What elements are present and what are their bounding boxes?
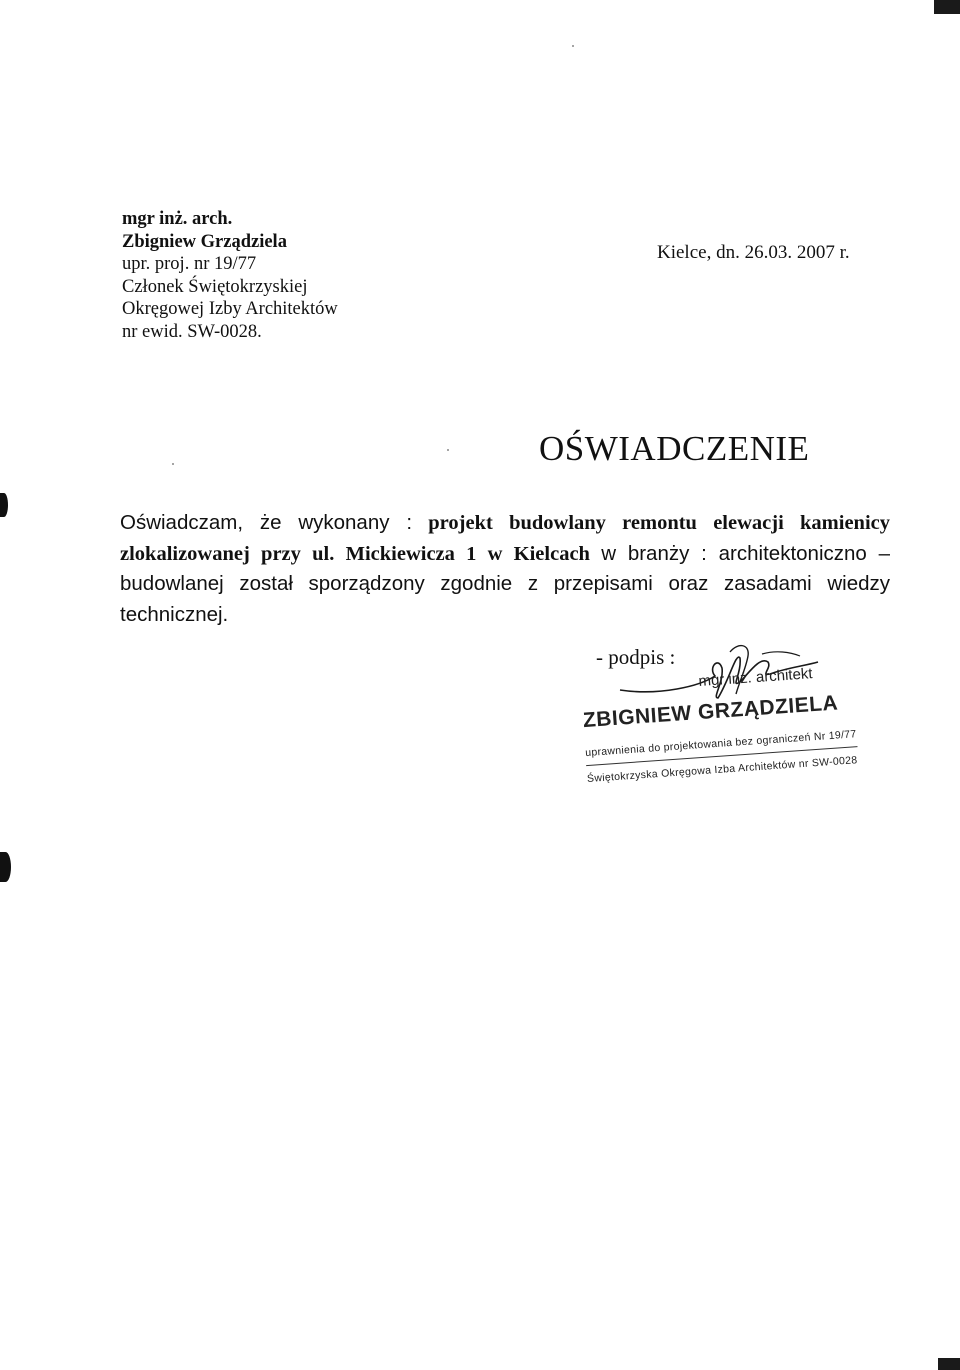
document-title: OŚWIADCZENIE bbox=[539, 429, 810, 468]
scan-speck bbox=[172, 463, 174, 465]
scan-edge-mark bbox=[934, 0, 960, 14]
sender-membership: Członek Świętokrzyskiej bbox=[122, 276, 308, 297]
punch-hole-mark bbox=[0, 493, 8, 517]
sender-title: mgr inż. arch. bbox=[122, 209, 233, 229]
sender-license: upr. proj. nr 19/77 bbox=[122, 254, 257, 274]
sender-registry: nr ewid. SW-0028. bbox=[122, 321, 262, 342]
statement-body bbox=[120, 508, 890, 630]
stamp-name: ZBIGNIEW GRZĄDZIELA bbox=[582, 691, 839, 733]
scan-edge-mark bbox=[938, 1358, 960, 1370]
statement-rest: w branży : architektoniczno – budowlanej został sporządzony zgodnie z przepisami oraz zasadami wiedzy technicznej. bbox=[120, 541, 891, 626]
scan-speck bbox=[572, 45, 574, 47]
signature-block bbox=[560, 638, 860, 808]
stamp-license: uprawnienia do projektowania bez ograniczeń Nr 19/77 bbox=[584, 728, 857, 760]
statement-intro: Oświadczam, że wykonany : bbox=[120, 511, 413, 534]
scan-speck bbox=[447, 449, 449, 451]
architect-stamp bbox=[570, 658, 868, 808]
sender-block bbox=[122, 208, 422, 343]
stamp-chamber: Świętokrzyska Okręgowa Izba Architektów nr SW-0028 bbox=[586, 754, 858, 786]
statement-project: projekt budowlany remontu elewacji kamienicy zlokalizowanej przy ul. Mickiewicza 1 w Kielcach bbox=[120, 512, 891, 565]
sender-name: Zbigniew Grządziela bbox=[122, 231, 287, 252]
signature-label: - podpis : bbox=[596, 645, 676, 669]
sender-membership: Okręgowej Izby Architektów bbox=[122, 299, 338, 319]
punch-hole-mark bbox=[0, 852, 11, 882]
place-date: Kielce, dn. 26.03. 2007 r. bbox=[657, 242, 850, 263]
stamp-title: mgr inż. architekt bbox=[697, 665, 814, 691]
